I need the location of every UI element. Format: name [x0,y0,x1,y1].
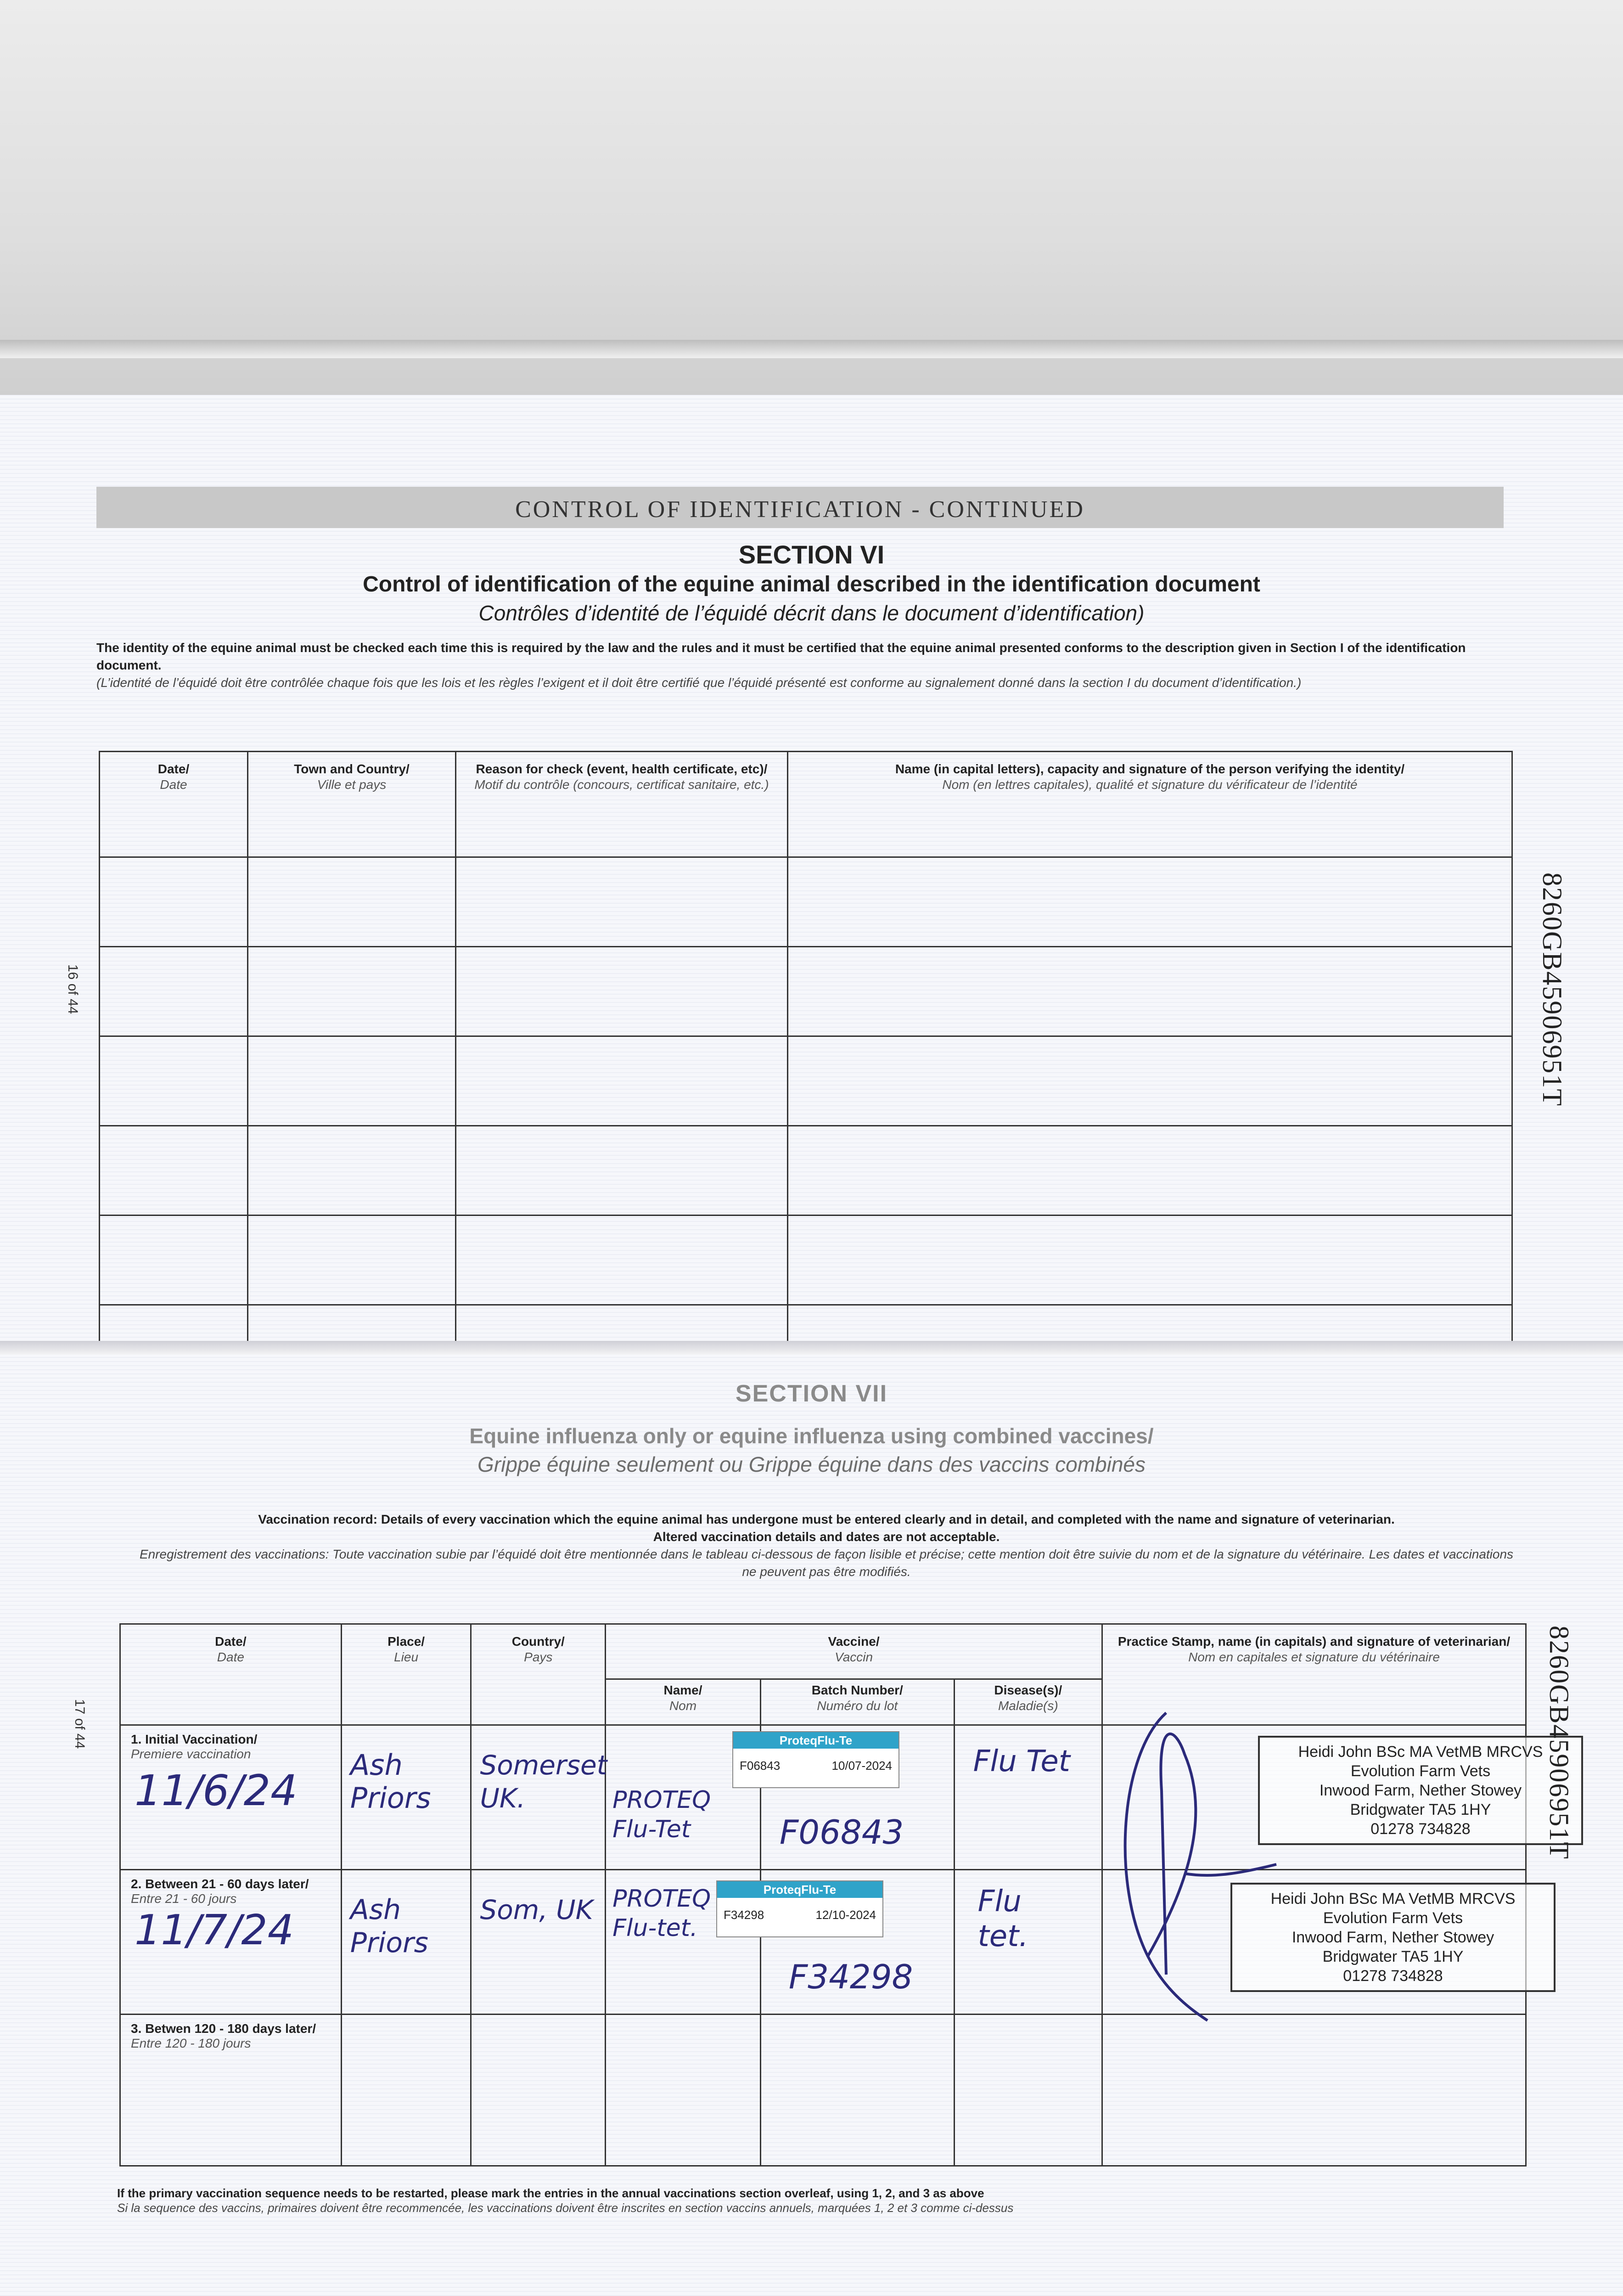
col-verifier: Name (in capital letters), capacity and signature of the person verifying the identity/ Nom (en lettres capitales), qualité et signature du vérificateur de l’identité [788,752,1512,857]
cell-empty[interactable] [248,1126,456,1216]
section6-intro-en: The identity of the equine animal must be checked each time this is required by the law and the rules and it must be certified that the equine animal presented conforms to the description given in Section I of the identification document. [96,641,1466,672]
col-vacc-place: Place/ Lieu [341,1624,471,1725]
vacc-row-1-disease[interactable]: Flu Tet [954,1725,1102,1870]
vacc-row-1-label: 1. Initial Vaccination/ Premiere vaccination [131,1732,258,1761]
vacc-row-3-date[interactable] [120,2015,342,2166]
table-header-row [100,752,1512,857]
section7-subtitle-en: Equine influenza only or equine influenza using combined vaccines/ [469,1424,1154,1448]
vacc-row-3-name[interactable] [606,2015,761,2166]
vacc-row-2-place[interactable]: Ash Priors [341,1870,471,2015]
section6-title: SECTION VI [738,540,885,569]
section7-title: SECTION VII [735,1380,888,1407]
veterinarian-signature [1093,1699,1286,2048]
vacc-row-3-batch[interactable] [760,2015,954,2166]
vacc-row-3-disease[interactable] [954,2015,1102,2166]
vacc-row-2-batch[interactable]: F34298 [760,1870,954,2015]
col-reason: Reason for check (event, health certificate, etc)/ Motif du contrôle (concours, certificat sanitaire, etc.) [456,752,788,857]
serial-number-top: 8260GB45906951T [1537,872,1567,1107]
sticker-lot-row: F34298 12/10-2024 [724,1908,876,1922]
cell-empty[interactable] [248,857,456,947]
section7-intro-en: Vaccination record: Details of every vaccination which the equine animal has undergone must be entered clearly and in detail, and completed with the name and signature of veterinarian. [258,1512,1395,1526]
practice-stamp-1: Heidi John BSc MA VetMB MRCVS Evolution Farm Vets Inwood Farm, Nether Stowey Bridgwater TA5 1HY 01278 734828 [1258,1736,1583,1845]
background-surface [0,0,1623,395]
serial-number-bottom: 8260GB45906951T [1544,1626,1574,1860]
vacc-row-3 [120,2015,1526,2166]
table-row [100,1216,1512,1305]
cell-empty[interactable] [788,857,1512,947]
cell-empty[interactable] [100,1126,248,1216]
section6-intro [96,639,1483,692]
section7-intro-fr: Enregistrement des vaccinations: Toute vaccination subie par l’équidé doit être mentionnée dans le tableau ci-dessous de façon lisible et précise; cette mention doit être suivie du nom et de la signature du vétérinaire. Les dates et vaccinations ne peuvent pas être modifiés. [139,1547,1514,1579]
cell-empty[interactable] [248,1036,456,1126]
cell-empty[interactable] [788,1126,1512,1216]
vacc-row-1-country[interactable]: Somerset UK. [471,1725,606,1870]
vacc-row-1-place[interactable]: Ash Priors [341,1725,471,1870]
vacc-row-2-label: 2. Between 21 - 60 days later/ Entre 21 - 60 jours [131,1877,309,1906]
table-row [100,1126,1512,1216]
vacc-row-3-country[interactable] [471,2015,606,2166]
identity-check-table [99,751,1513,1351]
cell-empty[interactable] [788,947,1512,1036]
vacc-row-3-label: 3. Betwen 120 - 180 days later/ Entre 120 - 180 jours [131,2021,316,2050]
col-vacc-date: Date/ Date [120,1624,342,1725]
cell-empty[interactable] [100,947,248,1036]
cell-empty[interactable] [100,857,248,947]
cell-empty[interactable] [456,1126,788,1216]
sticker-brand: ProteqFlu-Te [733,1732,899,1749]
cell-empty[interactable] [456,1216,788,1305]
section6-subtitle-fr: Contrôles d’identité de l’équidé décrit dans le document d’identification) [478,601,1145,625]
cell-empty[interactable] [100,1216,248,1305]
col-practice-stamp: Practice Stamp, name (in capitals) and signature of veterinarian/ Nom en capitales et signature du vétérinaire [1102,1624,1526,1725]
page-number-17: 17 of 44 [72,1699,87,1749]
col-date: Date/ Date [100,752,248,857]
cell-empty[interactable] [456,857,788,947]
col-vacc-disease: Disease(s)/ Maladie(s) [954,1679,1102,1725]
section7-footer [117,2186,1517,2215]
table-row [100,857,1512,947]
vacc-header-row-1 [120,1624,1526,1679]
practice-stamp-2: Heidi John BSc MA VetMB MRCVS Evolution Farm Vets Inwood Farm, Nether Stowey Bridgwater TA5 1HY 01278 734828 [1230,1883,1556,1992]
vacc-row-1-date[interactable] [120,1725,342,1870]
col-vacc-country: Country/ Pays [471,1624,606,1725]
cell-empty[interactable] [100,1036,248,1126]
cell-empty[interactable] [788,1216,1512,1305]
vacc-row-2-date-value: 11/7/24 [135,1906,294,1954]
col-town-country: Town and Country/ Ville et pays [248,752,456,857]
section7-subtitle-fr: Grippe équine seulement ou Grippe équine dans des vaccins combinés [477,1452,1146,1476]
col-vaccine: Vaccine/ Vaccin [606,1624,1102,1679]
cell-empty[interactable] [788,1036,1512,1126]
table-row [100,947,1512,1036]
sticker-lot-row: F06843 10/07-2024 [740,1759,892,1773]
table-row [100,1036,1512,1126]
header-band-text: CONTROL OF IDENTIFICATION - CONTINUED [515,496,1085,523]
col-vacc-batch: Batch Number/ Numéro du lot [760,1679,954,1725]
section6-intro-fr: (L’identité de l’équidé doit être contrôlée chaque fois que les lois et les règles l’exigent et il doit être certifié que l’équidé présenté est conforme au signalement donné dans la section I du document d’identification.) [96,675,1302,690]
section6-subtitle-en: Control of identification of the equine animal described in the identification document [363,572,1260,597]
col-vacc-name: Name/ Nom [606,1679,761,1725]
vacc-row-1-batch[interactable]: F06843 [760,1725,954,1870]
footer-en: If the primary vaccination sequence needs to be restarted, please mark the entries in the annual vaccinations section overleaf, using 1, 2, and 3 as above [117,2186,984,2200]
vaccine-sticker-2 [716,1880,883,1937]
sticker-brand: ProteqFlu-Te [717,1881,882,1898]
section7-intro-en2: Altered vaccination details and dates are not acceptable. [653,1530,1000,1544]
cell-empty[interactable] [456,1036,788,1126]
cell-empty[interactable] [248,1216,456,1305]
section7-intro [131,1511,1522,1581]
cell-empty[interactable] [456,947,788,1036]
vacc-row-1-date-value: 11/6/24 [135,1766,298,1815]
vaccine-sticker-1 [732,1731,899,1788]
footer-fr: Si la sequence des vaccins, primaires doivent être recommencée, les vaccinations doivent être inscrites en section vaccins annuels, marquées 1, 2 et 3 comme ci-dessus [117,2201,1014,2215]
vacc-row-2-name[interactable]: PROTEQ Flu-tet. [606,1870,761,2015]
cover-edge [0,340,1623,358]
vacc-row-3-place[interactable] [341,2015,471,2166]
vacc-row-1-name[interactable]: PROTEQ Flu-Tet [606,1725,761,1870]
vacc-row-2-date[interactable] [120,1870,342,2015]
header-band [96,487,1504,528]
page-number-16: 16 of 44 [65,964,80,1014]
cell-empty[interactable] [248,947,456,1036]
vacc-row-2-country[interactable]: Som, UK [471,1870,606,2015]
vacc-row-2-disease[interactable]: Flu tet. [954,1870,1102,2015]
